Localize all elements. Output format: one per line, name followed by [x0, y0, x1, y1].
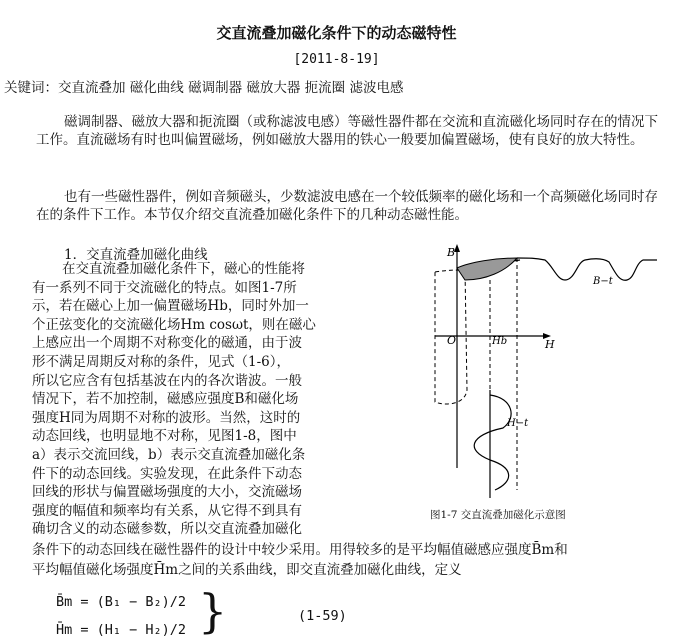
minor-loop [457, 258, 517, 280]
section-body [32, 260, 355, 539]
paragraph-1: 磁调制器、磁放大器和扼流圈（或称滤波电感）等磁性器件都在交流和直流磁化场同时存在的情况下工作。直流磁场有时也叫偏置磁场，例如磁放大器用的铁心一般要加偏置磁场，使有良好的放大特性。 [36, 114, 658, 148]
body-line: 示，若在磁心上加一偏置磁场Hb，同时外加一 [32, 298, 309, 315]
body-line: 动态回线，也明显地不对称，见图1-8，图中 [32, 428, 297, 445]
label-h: H [545, 338, 555, 351]
label-hb: Hb [492, 336, 508, 347]
body-line: 情况下，若不加控制，磁感应强度B和磁化场 [32, 391, 299, 408]
keywords-line: 关键词：交直流叠加 磁化曲线 磁调制器 磁放大器 扼流圈 滤波电感 [4, 80, 404, 96]
article-date: [2011-8-19] [293, 52, 380, 67]
label-bt: B−t [593, 276, 613, 287]
figure-1-7 [395, 240, 665, 530]
equation-brace: } [198, 584, 228, 638]
equation-number: (1-59) [298, 608, 347, 624]
body-line: 强度的幅值和频率均有关系，从它得不到具有 [32, 502, 302, 519]
body-line: 件下的动态回线。实验发现，在此条件下动态 [32, 465, 302, 482]
body-line: 个正弦变化的交流磁化场Hm cosωt，则在磁心 [32, 316, 316, 333]
tail-line: 条件下的动态回线在磁性器件的设计中较少采用。用得较多的是平均幅值磁感应强度B̄m和 [32, 542, 568, 558]
h-t-wave [474, 395, 511, 490]
equation-hm: H̄m = (H₁ − H₂)/2 [56, 622, 187, 638]
equation-bm: B̄m = (B₁ − B₂)/2 [56, 594, 187, 610]
body-line: 回线的形状与偏置磁场强度的大小，交流磁场 [32, 484, 302, 501]
body-line: 有一系列不同于交流磁化的特点。如图1-7所 [32, 279, 297, 296]
section-heading: 1．交直流叠加磁化曲线 [64, 247, 208, 263]
article-title: 交直流叠加磁化条件下的动态磁特性 [216, 24, 457, 42]
label-b: B [447, 246, 456, 259]
paragraph-2: 也有一些磁性器件，例如音频磁头，少数滤波电感在一个较低频率的磁化场和一个高频磁化场同时存在的条件下工作。本节仅介绍交直流叠加磁化条件下的几种动态磁性能。 [36, 189, 658, 223]
body-line: 在交直流叠加磁化条件下，磁心的性能将 [62, 261, 305, 277]
label-o: O [447, 334, 457, 347]
body-line: a）表示交流回线，b）表示交直流叠加磁化条 [32, 446, 306, 463]
body-line: 确切含义的动态磁参数，所以交直流叠加磁化 [32, 521, 302, 538]
tail-line: 平均幅值磁化场强度H̄m之间的关系曲线，即交直流叠加磁化曲线，定义 [32, 562, 462, 578]
b-t-wave [517, 258, 657, 280]
body-line: 所以它应含有包括基波在内的各次谐波。一般 [32, 372, 302, 389]
body-line: 强度H同为周期不对称的波形。当然，这时的 [32, 409, 301, 426]
body-line: 上感应出一个周期不对称变化的磁通，由于波 [32, 335, 302, 352]
figure-caption: 图1-7 交直流叠加磁化示意图 [430, 509, 566, 521]
body-line: 形不满足周期反对称的条件，见式（1-6）， [32, 353, 290, 370]
label-ht: H−t [507, 418, 529, 429]
section-tail [32, 540, 662, 580]
